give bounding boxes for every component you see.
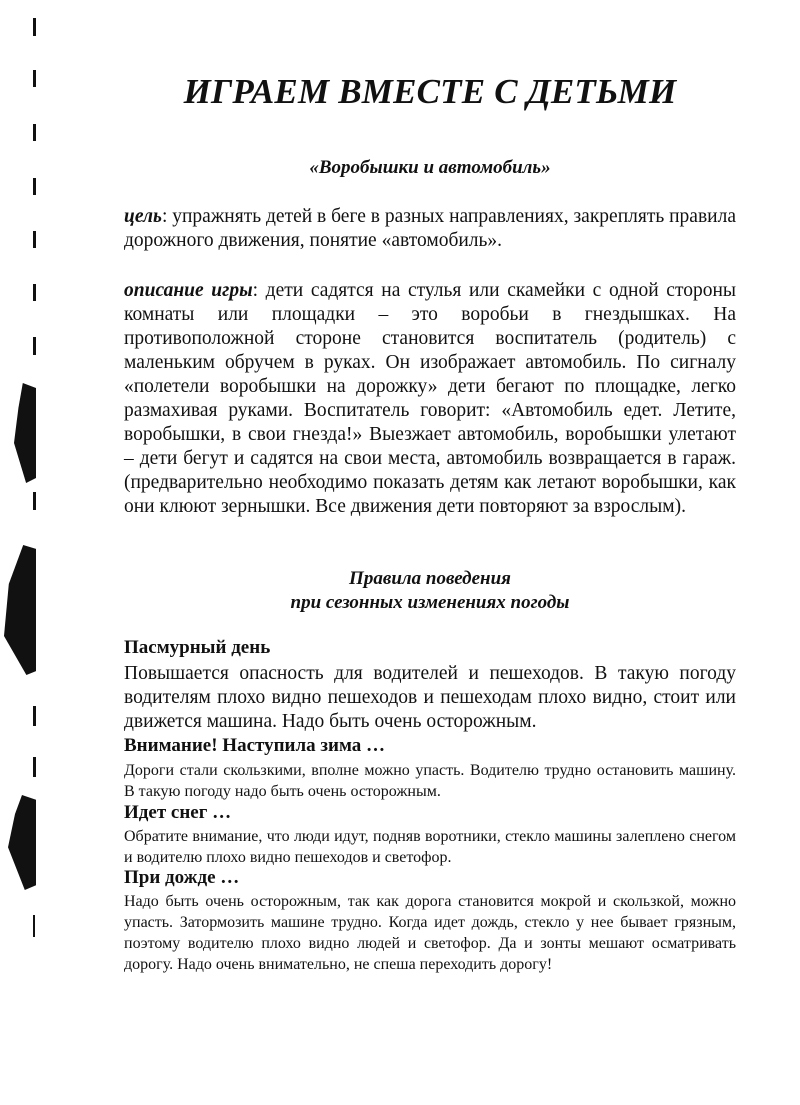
goal-text: : упражнять детей в беге в разных направлениях, закреплять правила дорожного движения, понятие «автомобиль». bbox=[124, 206, 736, 251]
punch-hole-mark bbox=[33, 70, 36, 87]
punch-hole-mark bbox=[33, 915, 35, 937]
punch-hole-mark bbox=[33, 178, 36, 195]
punch-hole-mark bbox=[33, 337, 36, 355]
punch-hole-mark bbox=[33, 124, 36, 141]
goal-label: цель bbox=[124, 206, 162, 227]
scan-shadow bbox=[8, 795, 36, 890]
section-text-snow: Обратите внимание, что люди идут, подняв воротники, стекло машины залеплено снегом и водителю плохо видно пешеходов и светофор. bbox=[124, 828, 736, 866]
section-heading-snow: Идет снег … bbox=[124, 802, 232, 823]
rules-title-line2: при сезонных изменениях погоды bbox=[290, 592, 570, 613]
description-text: : дети садятся на стулья или скамейки с одной стороны комнаты или площадки – это воробьи в гнездышках. На противоположной стороне становится воспитатель (родитель) с маленьким обручем в руках. Он изображает автомобиль. По сигналу «полетели воробышки на дорожку» дети бегают по площадке, легко размахивая руками. Воспитатель говорит: «Автомобиль едет. Летите, воробышки, в свои гнезда!» Выезжает автомобиль, воробышки улетают – дети бегут и садятся на свои места, автомобиль возвращается в гараж. (предварительно необходимо показать детям как летают воробышки, как они клюют зернышки. Все движения дети повторяют за взрослым). bbox=[124, 280, 737, 517]
rules-title bbox=[124, 567, 736, 615]
section-heading-rain: При дожде … bbox=[124, 867, 240, 888]
scan-shadow bbox=[4, 545, 36, 675]
section-heading-winter: Внимание! Наступила зима … bbox=[124, 735, 386, 756]
punch-hole-mark bbox=[33, 492, 36, 510]
description-paragraph bbox=[124, 279, 736, 519]
section-heading-cloudy: Пасмурный день bbox=[124, 637, 271, 658]
goal-paragraph bbox=[124, 205, 736, 253]
binding-marks bbox=[0, 0, 60, 1105]
punch-hole-mark bbox=[33, 18, 36, 36]
game-title: «Воробышки и автомобиль» bbox=[309, 157, 551, 178]
page-title: ИГРАЕМ ВМЕСТЕ С ДЕТЬМИ bbox=[183, 72, 677, 111]
description-label: описание игры bbox=[124, 280, 253, 301]
rules-title-line1: Правила поведения bbox=[349, 568, 511, 589]
scan-shadow bbox=[14, 383, 36, 483]
section-text-cloudy: Повышается опасность для водителей и пешеходов. В такую погоду водителям плохо видно пешеходов и пешеходам плохо видно, стоит или движется машина. Надо быть очень осторожным. bbox=[124, 663, 736, 732]
punch-hole-mark bbox=[33, 231, 36, 248]
section-text-winter: Дороги стали скользкими, вполне можно упасть. Водителю трудно остановить машину. В такую погоду надо быть очень осторожным. bbox=[124, 762, 736, 800]
punch-hole-mark bbox=[33, 706, 36, 726]
punch-hole-mark bbox=[33, 284, 36, 301]
section-text-rain: Надо быть очень осторожным, так как дорога становится мокрой и скользкой, можно упасть. Затормозить машине трудно. Когда идет дождь, стекло у нее бывает грязным, поэтому водителю плохо видно людей и светофор. Да и зонты мешают осматривать дорогу. Надо очень внимательно, не спеша переходить дорогу! bbox=[124, 893, 736, 973]
punch-hole-mark bbox=[33, 757, 36, 777]
